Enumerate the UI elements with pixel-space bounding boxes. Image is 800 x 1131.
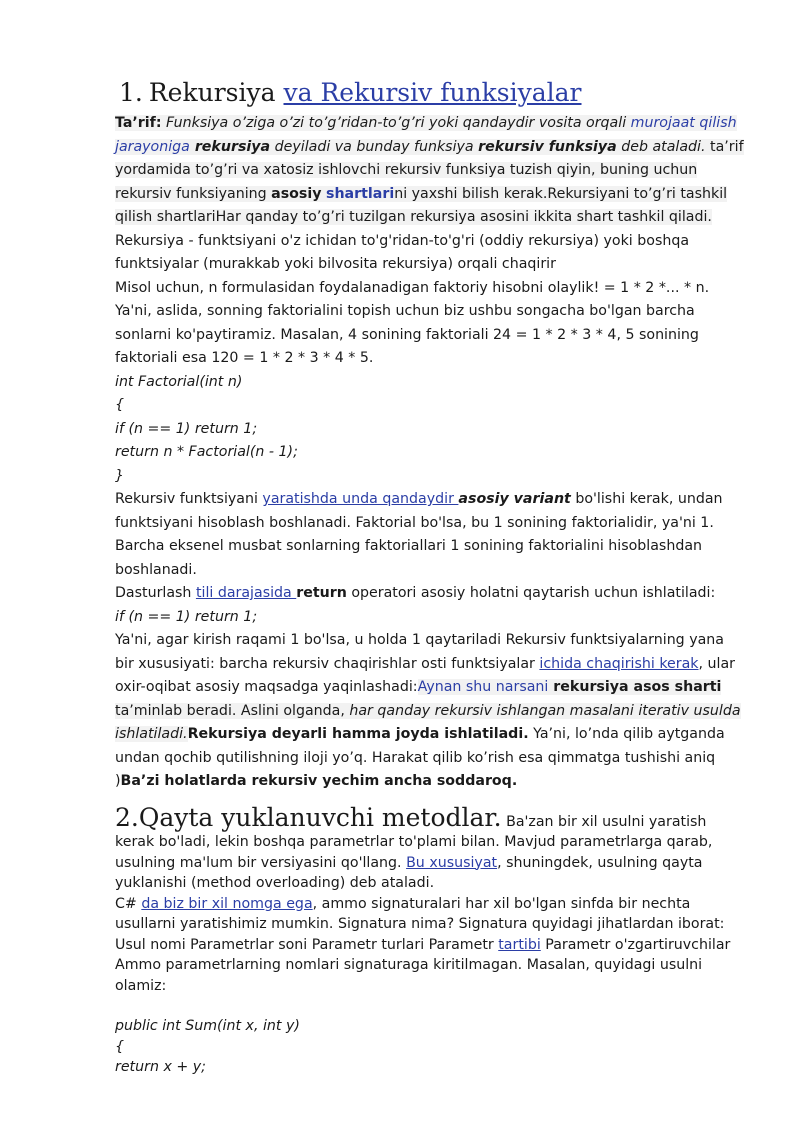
section-1-heading bbox=[119, 74, 747, 112]
definition-text: deyiladi va bunday funksiya bbox=[270, 138, 479, 155]
code-line-base-case: if (n == 1) return 1; bbox=[115, 608, 258, 625]
paragraph-text: Parametr o'zgartiruvchilar Ammo parametrlarning nomlari signaturaga kiritilmagan. Masalan, quyidagi usulni olamiz: bbox=[115, 936, 731, 994]
language-level-link[interactable]: tili darajasida bbox=[195, 585, 297, 601]
definition-bold-term: asosiy bbox=[271, 185, 322, 202]
final-paragraph bbox=[115, 629, 747, 794]
code-line: if (n == 1) return 1; bbox=[115, 420, 258, 437]
definition-paragraph bbox=[115, 112, 747, 277]
paragraph-bold-term: rekursiya asos sharti bbox=[548, 679, 722, 695]
paragraph-text: , ammo signaturalari har xil bo'lgan sinfda bir nechta usullarni yaratishimiz mumkin. Signatura nima? Signatura quyidagi jihatlardan iborat: Usul nomi Parametrlar soni Parametr turlari Parametr bbox=[115, 895, 725, 953]
definition-text: Funksiya o’ziga o’zi to’g’ridan-to’g’ri yoki qandaydir vosita orqali bbox=[161, 115, 631, 131]
definition-link[interactable]: murojaat qilish jarayoniga bbox=[115, 115, 737, 155]
definition-text: deb ataladi. bbox=[616, 138, 706, 155]
definition-text: ni yaxshi bilish kerak.Rekursiyani to’g’ri tashkil qilish shartlariHar qanday to’g’ri tuzilgan rekursiya asosini ikkita shart tashkil qiladi. bbox=[115, 185, 728, 225]
definition-bold-link: shartlari bbox=[326, 185, 395, 202]
code-line: { bbox=[115, 1038, 125, 1055]
definition-bold-term: rekursiya bbox=[189, 138, 271, 155]
code-line: { bbox=[115, 397, 125, 413]
code-block-factorial bbox=[115, 371, 747, 489]
code-line: return n * Factorial(n - 1); bbox=[115, 444, 298, 460]
paragraph-text: Dasturlash bbox=[115, 585, 196, 601]
definition-label: Ta’rif: bbox=[115, 115, 162, 131]
same-name-link[interactable]: da biz bir xil nomga ega bbox=[141, 895, 313, 912]
signature-paragraph bbox=[115, 894, 747, 997]
paragraph-text: Ba'zan bir xil usulni yaratish kerak bo'ladi, lekin boshqa parametrlar to'plami bilan. Mavjud parametrlarga qarab, usulning ma'lum bir versiyasini qo'llang. bbox=[115, 813, 713, 871]
base-case-paragraph bbox=[115, 488, 747, 582]
paragraph-text: Ya’ni, lo’nda qilib aytganda undan qochib qutilishning iloji yo’q. Harakat qilib ko’rish esa qimmatga tushishi aniq ) bbox=[115, 726, 725, 789]
call-inside-link[interactable]: ichida chaqirishi kerak bbox=[539, 655, 699, 672]
base-case-link[interactable]: yaratishda unda qandaydir bbox=[262, 491, 459, 507]
heading-word: Rekursiya bbox=[148, 78, 276, 107]
return-keyword: return bbox=[296, 585, 347, 601]
paragraph-text: Ya'ni, agar kirish raqami 1 bo'lsa, u holda 1 qaytariladi Rekursiv funktsiyalarning yana bir xususiyati: barcha rekursiv chaqirishlar osti funktsiyalar bbox=[115, 632, 724, 672]
document-page bbox=[115, 74, 747, 1078]
paragraph-text: ta’minlab beradi. Aslini olganda, bbox=[115, 702, 350, 719]
code-line: public int Sum(int x, int y) bbox=[115, 1018, 300, 1034]
paragraph-text: operatori asosiy holatni qaytarish uchun ishlatiladi: bbox=[346, 585, 716, 601]
section-2-paragraph bbox=[115, 802, 747, 894]
paragraph-text: C# bbox=[115, 895, 142, 912]
code-line: return x + y; bbox=[115, 1059, 206, 1075]
definition-bold-term: rekursiv funksiya bbox=[478, 138, 617, 155]
code-line: int Factorial(int n) bbox=[115, 373, 243, 390]
paragraph-italic-text: har qanday rekursiv ishlangan masalani iterativ usulda ishlatiladi. bbox=[115, 702, 741, 742]
return-paragraph bbox=[115, 582, 747, 606]
heading-link[interactable]: va Rekursiv funksiyalar bbox=[283, 78, 582, 107]
paragraph-text: , shuningdek, usulning qayta yuklanishi (method overloading) deb ataladi. bbox=[115, 854, 703, 891]
paragraph-bold-term: Rekursiya deyarli hamma joyda ishlatiladi. bbox=[187, 726, 529, 742]
heading-number: 1. bbox=[119, 78, 143, 107]
example-paragraph: Misol uchun, n formulasidan foydalanadigan faktoriy hisobni olaylik! = 1 * 2 *... * n. Ya'ni, aslida, sonning faktorialini topish uchun biz ushbu songacha bo'lgan barcha sonlarni ko'paytiramiz. Masalan, 4 sonining faktoriali 24 = 1 * 2 * 3 * 4, 5 sonining faktoriali esa 120 = 1 * 2 * 3 * 4 * 5. bbox=[115, 279, 710, 366]
definition-text: Rekursiya - funktsiyani o'z ichidan to'g'ridan-to'g'ri (oddiy rekursiya) yoki boshqa funktsiyalar (murakkab yoki bilvosita rekursiya) orqali chaqirir bbox=[115, 232, 690, 272]
feature-link[interactable]: Bu xususiyat bbox=[406, 854, 498, 871]
paragraph-blue-text: Aynan shu narsani bbox=[417, 679, 549, 695]
code-line: } bbox=[115, 467, 125, 484]
code-block-sum bbox=[115, 1016, 747, 1078]
paragraph-text: , ular oxir-oqibat asosiy maqsadga yaqinlashadi: bbox=[115, 655, 736, 695]
paragraph-text: bo'lishi kerak, undan funktsiyani hisoblash boshlanadi. Faktorial bo'lsa, bu 1 sonining faktorialidir, ya'ni 1. Barcha eksenel musbat sonlarning faktoriallari 1 sonining faktorialini hisoblashdan boshlanadi. bbox=[115, 491, 723, 578]
paragraph-bold-term: Ba’zi holatlarda rekursiv yechim ancha soddaroq. bbox=[120, 773, 518, 789]
section-2-heading: 2.Qayta yuklanuvchi metodlar. bbox=[115, 802, 502, 832]
paragraph-text: Rekursiv funktsiyani bbox=[115, 491, 263, 507]
paragraph-bold-term: asosiy variant bbox=[458, 491, 571, 507]
order-link[interactable]: tartibi bbox=[498, 936, 541, 953]
definition-text: ta’rif yordamida to’g’ri va xatosiz ishlovchi rekursiv funksiya tuzish qiyin, buning uchun rekursiv funksiyaning bbox=[115, 138, 744, 202]
